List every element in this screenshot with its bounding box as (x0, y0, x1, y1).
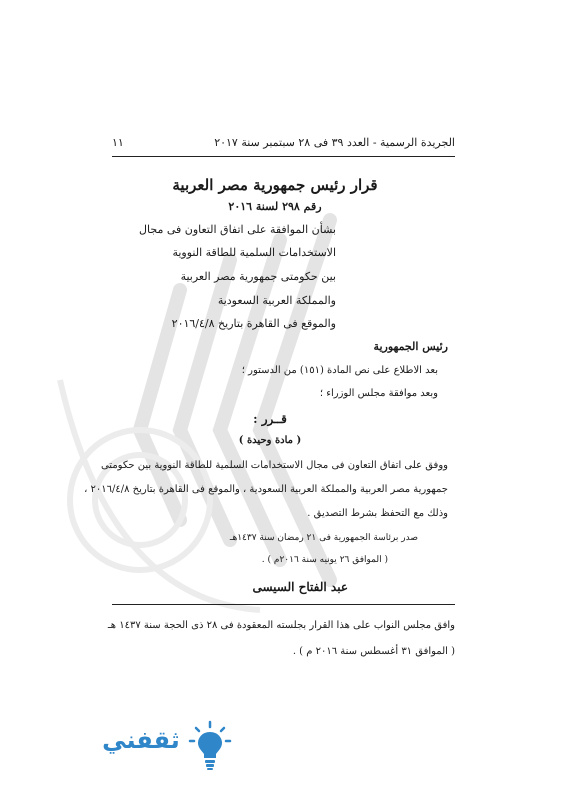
footer-divider (112, 604, 455, 605)
decree-subject-line: والموقع فى القاهرة بتاريخ ٢٠١٦/٤/٨ (171, 317, 336, 330)
lightbulb-icon (188, 720, 232, 772)
preamble-line: وبعد موافقة مجلس الوزراء ؛ (319, 388, 438, 399)
decided-heading: قــرر : (253, 412, 287, 426)
decision-body-line: وذلك مع التحفظ بشرط التصديق . (307, 508, 448, 519)
logo-text: ثقفني (102, 726, 180, 754)
site-logo[interactable] (92, 718, 232, 776)
decree-subject-line: بين حكومتى جمهورية مصر العربية (180, 270, 336, 283)
decree-subject-line: الاستخدامات السلمية للطاقة النووية (172, 246, 336, 259)
gazette-header-title: الجريدة الرسمية - العدد ٣٩ فى ٢٨ سبتمبر سنة ٢٠١٧ (214, 136, 455, 149)
president-signature: عبد الفتاح السيسى (252, 580, 348, 594)
parliament-approval-line: ( الموافق ٣١ أغسطس سنة ٢٠١٦ م ) . (292, 646, 455, 657)
page-number: ١١ (112, 136, 124, 149)
decree-subject-line: بشأن الموافقة على اتفاق التعاون فى مجال (139, 223, 336, 236)
decree-subject-line: والمملكة العربية السعودية (217, 294, 336, 307)
parliament-approval-line: وافق مجلس النواب على هذا القرار بجلسته المعقودة فى ٢٨ ذى الحجة سنة ١٤٣٧ هـ (107, 620, 455, 631)
decision-body-line: جمهورية مصر العربية والمملكة العربية السعودية ، والموقع فى القاهرة بتاريخ ٢٠١٦/٤/٨ ، (84, 484, 448, 495)
issuance-date-gregorian: ( الموافق ٢٦ يونيه سنة ٢٠١٦م ) . (261, 555, 388, 565)
issuance-date-hijri: صدر برئاسة الجمهورية فى ٢١ رمضان سنة ١٤٣٧هـ (229, 533, 418, 543)
decree-title: قرار رئيس جمهورية مصر العربية (172, 176, 378, 194)
decree-number: رقم ٢٩٨ لسنة ٢٠١٦ (228, 200, 322, 213)
preamble-line: بعد الاطلاع على نص المادة (١٥١) من الدستور ؛ (241, 365, 438, 376)
decision-body-line: ووفق على اتفاق التعاون فى مجال الاستخدامات السلمية للطاقة النووية بين حكومتى (100, 460, 448, 471)
gazette-header (112, 136, 455, 154)
article-heading: ( مادة وحيدة ) (238, 435, 302, 446)
header-divider (112, 156, 455, 157)
president-heading: رئيس الجمهورية (373, 340, 448, 353)
